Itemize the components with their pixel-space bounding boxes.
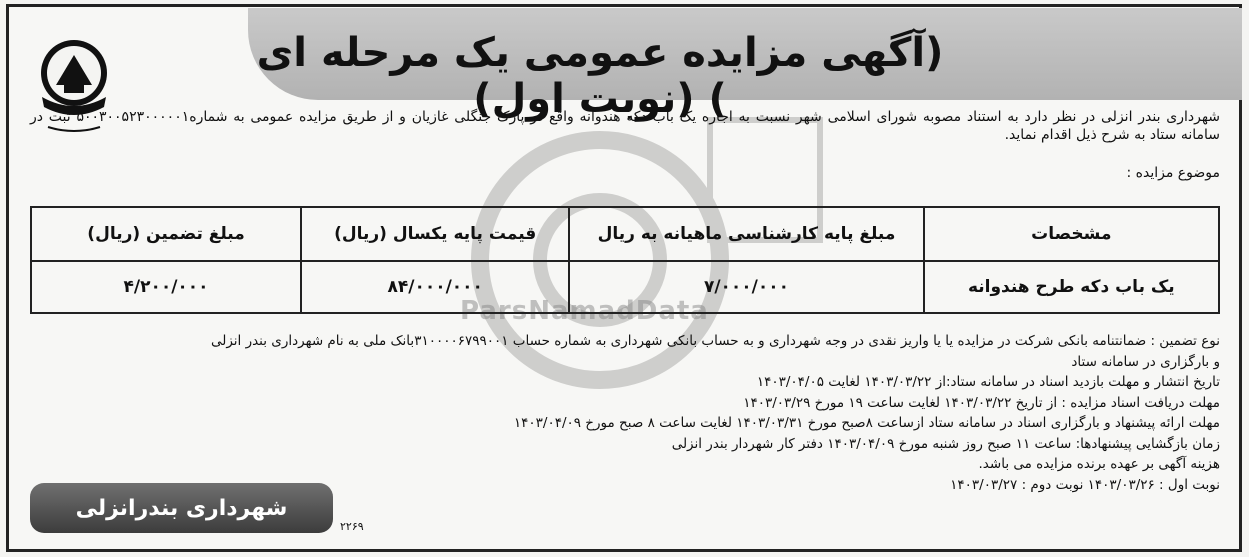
cell-yearly-price: ۸۴/۰۰۰/۰۰۰ [301,261,569,313]
note-document-deadline: مهلت دریافت اسناد مزایده : از تاریخ ۱۴۰۳/۰۳/۲۲ لغایت ساعت ۱۹ مورخ ۱۴۰۳/۰۳/۲۹ [743,394,1220,411]
header-monthly-price: مبلغ پایه کارشناسی ماهیانه به ریال [569,207,923,261]
notes-section [30,331,1220,495]
auction-table [30,206,1220,314]
note-publication-rounds: نوبت اول : ۱۴۰۳/۰۳/۲۶ نوبت دوم : ۱۴۰۳/۰۳/۲۷ [950,476,1220,493]
note-ad-cost: هزینه آگهی بر عهده برنده مزایده می باشد. [978,456,1220,472]
table-header-row [31,207,1219,261]
header-yearly-price: قیمت پایه یکسال (ریال) [301,207,569,261]
table-row [31,261,1219,313]
cell-guarantee: ۴/۲۰۰/۰۰۰ [31,261,301,313]
cell-monthly-price: ۷/۰۰۰/۰۰۰ [569,261,923,313]
ad-code: ۲۲۶۹ [340,520,364,533]
note-offer-deadline: مهلت ارائه پیشنهاد و بارگزاری اسناد در سامانه ستاد ازساعت ۸صبح مورخ ۱۴۰۳/۰۳/۳۱ لغایت ساعت ۸ صبح مورخ ۱۴۰۳/۰۴/۰۹ [513,415,1220,431]
ad-title: (آگهی مزایده عمومی یک مرحله ای ) (نوبت اول) [256,30,944,122]
note-publish-date: تاریخ انتشار و مهلت بازدید اسناد در سامانه ستاد:از ۱۴۰۳/۰۳/۲۲ لغایت ۱۴۰۳/۰۴/۰۵ [756,374,1220,390]
note-opening-time: زمان بازگشایی پیشنهادها: ساعت ۱۱ صبح روز شنبه مورخ ۱۴۰۳/۰۴/۰۹ دفتر کار شهردار بندر انزلی [671,435,1220,452]
header-specs: مشخصات [924,207,1219,261]
note-guarantee-type: نوع تضمین : ضمانتنامه بانکی شرکت در مزایده یا یا واریز نقدی در وجه شهرداری و به حساب بانکی شهرداری به شماره حساب ۳۱۰۰۰۰۶۷۹۹۰۰۱بانک ملی به نام شهرداری بندر انزلی [210,333,1220,349]
intro-paragraph: شهرداری بندر انزلی در نظر دارد به استناد مصوبه شورای اسلامی شهر نسبت به اجاره یک باب دکه هندوانه واقع در پارک جنگلی غازیان و از طریق مزایده عمومی به شماره۵۰۰۳۰۰۵۲۳۰۰۰۰۰۱ ثبت در سامانه ستاد به شرح ذیل اقدام نماید. [30,109,1221,143]
subject-label: موضوع مزایده : [1126,165,1220,181]
cell-specs: یک باب دکه طرح هندوانه [924,261,1219,313]
municipality-sign-badge [30,483,333,533]
sign-label: شهرداری بندرانزلی [75,495,288,521]
note-guarantee-upload: و بارگزاری در سامانه ستاد [1071,353,1220,370]
watermark-text: ParsNamadData [460,296,709,326]
header-guarantee: مبلغ تضمین (ریال) [31,207,301,261]
